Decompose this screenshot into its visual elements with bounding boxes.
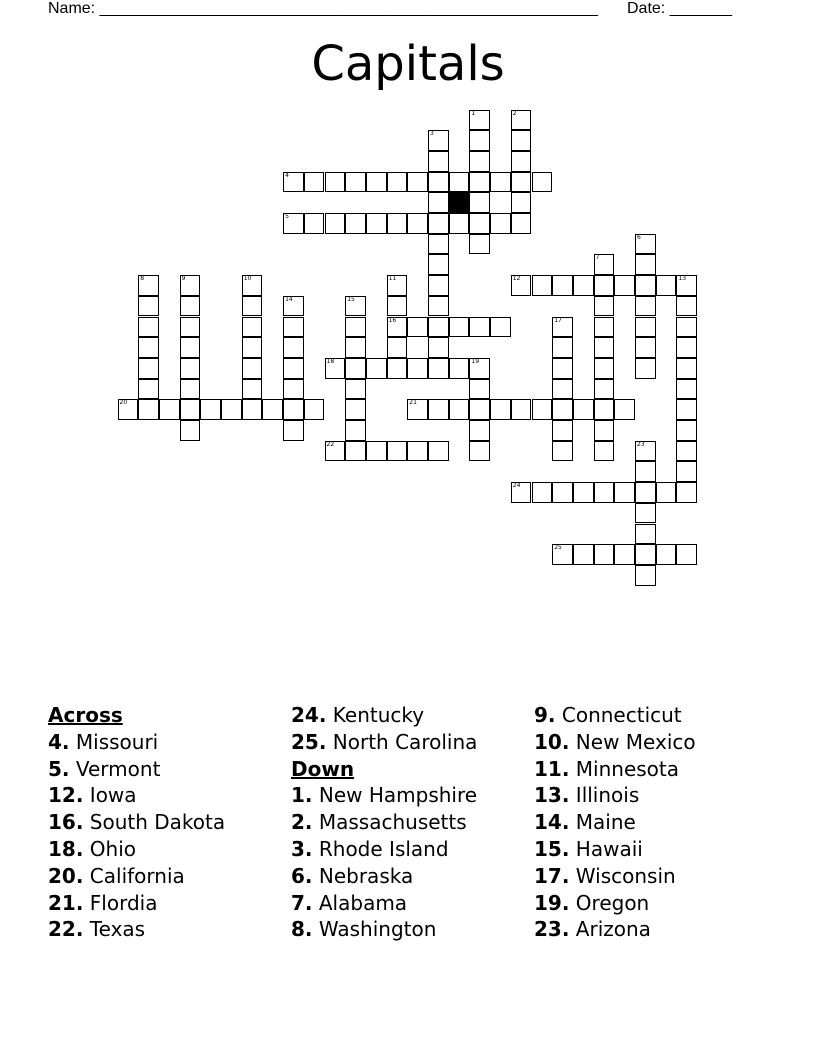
grid-cell[interactable] [159,399,180,420]
grid-cell[interactable] [345,441,366,462]
grid-cell[interactable] [387,337,408,358]
grid-cell[interactable] [635,254,656,275]
clue-text: Vermont [75,756,161,781]
grid-cell[interactable] [594,275,615,296]
grid-cell[interactable] [552,337,573,358]
grid-cell[interactable] [180,275,201,296]
clue-item [48,916,225,943]
clue-item [48,756,225,783]
clue-number-label: 25 [554,544,562,552]
grid-cell[interactable] [387,275,408,296]
grid-cell[interactable] [552,358,573,379]
clue-number-label: 24 [512,482,521,490]
grid-cell[interactable] [428,254,449,275]
clue-text: Hawaii [575,836,643,861]
clue-number-label: 15 [347,295,355,303]
clue-number: 21. [48,890,84,915]
clue-text: New Mexico [575,729,696,754]
grid-cell[interactable] [594,254,615,275]
clue-number: 16. [48,810,84,835]
grid-cell[interactable] [387,213,408,234]
grid-cell[interactable] [511,192,532,213]
grid-cell[interactable] [345,358,366,379]
grid-cell[interactable] [511,172,532,193]
grid-cell[interactable] [552,482,573,503]
clue-text: Missouri [75,729,159,754]
grid-cell[interactable] [676,317,697,338]
clue-number-label: 9 [181,275,186,283]
clue-item [291,890,477,917]
grid-cell[interactable] [242,399,263,420]
clue-number-label: 19 [471,357,480,365]
clue-text: New Hampshire [318,783,478,808]
clue-number: 4. [48,729,70,754]
grid-cell[interactable] [428,275,449,296]
grid-cell[interactable] [407,172,428,193]
grid-cell[interactable] [573,482,594,503]
grid-cell[interactable] [345,379,366,400]
grid-cell[interactable] [656,482,677,503]
grid-cell[interactable] [511,399,532,420]
clue-number: 23. [534,917,570,942]
grid-cell[interactable] [469,192,490,213]
grid-cell[interactable] [594,420,615,441]
grid-cell[interactable] [635,317,656,338]
clue-number-label: 5 [285,213,289,220]
grid-cell[interactable] [614,399,635,420]
clue-number-label: 8 [140,275,145,283]
grid-cell[interactable] [635,337,656,358]
clue-number: 6. [291,863,313,888]
clue-number: 13. [534,783,570,808]
grid-cell[interactable] [469,317,490,338]
grid-cell[interactable] [594,441,615,462]
grid-cell[interactable] [138,358,159,379]
grid-cell[interactable] [511,213,532,234]
grid-cell[interactable] [676,358,697,379]
grid-cell[interactable] [552,420,573,441]
clue-heading: Across [48,703,123,727]
grid-cell[interactable] [180,317,201,338]
grid-cell[interactable] [304,172,325,193]
grid-cell[interactable] [656,275,677,296]
grid-cell[interactable] [656,544,677,565]
clue-item [48,890,225,917]
grid-cell[interactable] [180,379,201,400]
grid-cell[interactable] [676,379,697,400]
grid-cell[interactable] [532,399,553,420]
grid-cell[interactable] [511,151,532,172]
clue-number: 20. [48,863,84,888]
clue-number-label: 14 [285,295,293,303]
grid-cell[interactable] [180,420,201,441]
grid-cell[interactable] [573,544,594,565]
clue-item [291,863,477,890]
clue-number: 25. [291,729,327,754]
clue-text: Illinois [575,783,640,808]
clue-item [534,782,696,809]
clue-item [534,729,696,756]
clue-text: Alabama [318,890,408,915]
clue-item [291,836,477,863]
grid-cell[interactable] [366,441,387,462]
grid-cell[interactable] [138,399,159,420]
clue-number-label: 3 [430,130,434,138]
grid-cell[interactable] [428,151,449,172]
grid-cell[interactable] [676,275,697,296]
clue-text: Minnesota [575,756,680,781]
grid-cell[interactable] [676,482,697,503]
grid-cell[interactable] [407,213,428,234]
grid-cell[interactable] [407,317,428,338]
grid-cell[interactable] [614,482,635,503]
grid-cell[interactable] [635,565,656,586]
grid-cell[interactable] [428,213,449,234]
clue-text: Iowa [89,783,137,808]
grid-cell[interactable] [138,296,159,317]
grid-cell[interactable] [573,399,594,420]
grid-cell[interactable] [490,172,511,193]
date-field: Date: _______ [627,0,732,17]
grid-cell[interactable] [552,544,573,565]
clue-number: 24. [291,703,327,727]
grid-cell[interactable] [180,358,201,379]
grid-cell[interactable] [635,275,656,296]
grid-cell[interactable] [283,296,304,317]
grid-cell[interactable] [428,172,449,193]
clue-number: 5. [48,756,70,781]
grid-cell[interactable] [242,317,263,338]
grid-cell[interactable] [242,358,263,379]
grid-cell[interactable] [449,172,470,193]
grid-cell[interactable] [304,399,325,420]
grid-cell[interactable] [552,379,573,400]
clue-number: 10. [534,729,570,754]
grid-cell[interactable] [635,461,656,482]
grid-cell[interactable] [511,482,532,503]
clue-item [534,890,696,917]
grid-cell[interactable] [614,275,635,296]
grid-cell[interactable] [180,337,201,358]
clue-heading: Down [291,756,355,781]
clue-item [534,863,696,890]
grid-cell[interactable] [283,399,304,420]
clue-number-label: 18 [326,357,335,365]
grid-cell[interactable] [345,337,366,358]
grid-cell[interactable] [283,420,304,441]
grid-cell[interactable] [428,441,449,462]
clue-number: 19. [534,890,570,915]
grid-cell[interactable] [552,275,573,296]
clue-item [291,702,477,729]
grid-cell[interactable] [511,275,532,296]
clue-column-3 [534,702,696,943]
grid-cell[interactable] [594,317,615,338]
grid-cell[interactable] [387,317,408,338]
clue-number: 12. [48,783,84,808]
clue-number: 15. [534,836,570,861]
grid-cell[interactable] [366,172,387,193]
grid-cell[interactable] [407,441,428,462]
clue-number: 18. [48,836,84,861]
grid-cell[interactable] [180,399,201,420]
grid-cell[interactable] [635,358,656,379]
grid-cell[interactable] [676,441,697,462]
grid-cell[interactable] [304,213,325,234]
page-title: Capitals [311,36,505,92]
grid-cell[interactable] [635,524,656,545]
grid-cell[interactable] [449,399,470,420]
clue-number-label: 2 [512,109,517,117]
clue-number: 17. [534,863,570,888]
clue-item [534,836,696,863]
grid-cell[interactable] [283,213,304,234]
grid-cell[interactable] [428,130,449,151]
grid-cell[interactable] [387,441,408,462]
grid-cell[interactable] [594,296,615,317]
clue-item [291,729,477,756]
grid-cell[interactable] [428,337,449,358]
grid-cell[interactable] [635,503,656,524]
clue-number-label: 7 [595,254,600,262]
grid-cell[interactable] [676,399,697,420]
clue-text: Arizona [575,917,651,942]
clue-item [534,702,696,729]
clue-item [48,836,225,863]
clue-number: 14. [534,810,570,835]
grid-cell[interactable] [532,482,553,503]
clue-text: North Carolina [332,729,478,754]
grid-cell[interactable] [469,110,490,131]
grid-cell[interactable] [449,213,470,234]
grid-cell[interactable] [469,399,490,420]
grid-cell[interactable] [635,441,656,462]
grid-cell[interactable] [325,172,346,193]
clue-item [534,756,696,783]
clue-text: Texas [89,917,146,942]
grid-cell[interactable] [262,399,283,420]
grid-cell[interactable] [594,337,615,358]
grid-cell[interactable] [428,358,449,379]
grid-cell[interactable] [490,399,511,420]
clue-number: 7. [291,890,313,915]
grid-cell[interactable] [594,399,615,420]
grid-cell[interactable] [325,441,346,462]
clue-number-label: 10 [243,275,252,283]
clue-number: 8. [291,917,313,942]
clue-item [48,863,225,890]
clue-number-label: 21 [409,399,417,407]
clue-text: Rhode Island [318,836,449,861]
grid-cell [449,192,470,213]
grid-cell[interactable] [594,544,615,565]
grid-cell[interactable] [490,317,511,338]
grid-cell[interactable] [490,213,511,234]
clue-item [48,809,225,836]
clue-number-label: 4 [285,171,289,179]
grid-cell[interactable] [635,544,656,565]
clue-number: 3. [291,836,313,861]
grid-cell[interactable] [469,151,490,172]
clue-text: Massachusetts [318,810,467,835]
grid-cell[interactable] [325,358,346,379]
grid-cell[interactable] [594,358,615,379]
grid-cell[interactable] [325,213,346,234]
grid-cell[interactable] [614,544,635,565]
clue-text: Wisconsin [575,863,676,888]
grid-cell[interactable] [345,420,366,441]
grid-cell[interactable] [449,317,470,338]
grid-cell[interactable] [511,130,532,151]
grid-cell[interactable] [283,172,304,193]
grid-cell[interactable] [180,296,201,317]
grid-cell[interactable] [469,420,490,441]
clue-item [48,729,225,756]
clue-number-label: 13 [678,275,687,283]
grid-cell[interactable] [366,213,387,234]
grid-cell[interactable] [387,296,408,317]
clue-item [291,916,477,943]
grid-cell[interactable] [676,420,697,441]
grid-cell[interactable] [138,337,159,358]
grid-cell[interactable] [283,337,304,358]
clue-item [534,809,696,836]
grid-cell[interactable] [532,275,553,296]
clue-item [291,782,477,809]
clue-number: 2. [291,810,313,835]
grid-cell[interactable] [469,379,490,400]
grid-cell[interactable] [138,379,159,400]
grid-cell[interactable] [428,317,449,338]
grid-cell[interactable] [469,172,490,193]
grid-cell[interactable] [469,213,490,234]
grid-cell[interactable] [118,399,139,420]
grid-cell[interactable] [594,379,615,400]
grid-cell[interactable] [552,399,573,420]
grid-cell[interactable] [345,213,366,234]
clue-number: 1. [291,783,313,808]
grid-cell[interactable] [345,172,366,193]
clue-text: Maine [575,810,636,835]
grid-cell[interactable] [635,482,656,503]
clue-text: Kentucky [332,703,425,727]
grid-cell[interactable] [345,399,366,420]
clue-text: Connecticut [561,703,682,727]
name-field: Name: ________________________________________________________ [48,0,598,17]
grid-cell[interactable] [428,234,449,255]
grid-cell[interactable] [242,275,263,296]
grid-cell[interactable] [428,399,449,420]
grid-cell[interactable] [594,482,615,503]
clue-text: Oregon [575,890,650,915]
grid-cell[interactable] [676,461,697,482]
clue-number-label: 22 [326,440,335,448]
clue-number: 22. [48,917,84,942]
grid-cell[interactable] [428,296,449,317]
clue-number-label: 6 [637,233,641,241]
clue-number-label: 11 [388,275,397,283]
clue-item [48,782,225,809]
grid-cell[interactable] [635,296,656,317]
grid-cell[interactable] [532,172,553,193]
grid-cell[interactable] [242,296,263,317]
clue-number-label: 23 [637,440,645,448]
clue-text: Nebraska [318,863,414,888]
clue-text: Flordia [89,890,158,915]
clue-number-label: 12 [512,275,521,283]
grid-cell[interactable] [676,296,697,317]
clue-column-2 [291,702,477,943]
grid-cell[interactable] [138,317,159,338]
grid-cell[interactable] [200,399,221,420]
grid-cell[interactable] [138,275,159,296]
grid-cell[interactable] [428,192,449,213]
grid-cell[interactable] [242,337,263,358]
grid-cell[interactable] [552,317,573,338]
grid-cell[interactable] [469,130,490,151]
grid-cell[interactable] [449,358,470,379]
clue-text: South Dakota [89,810,226,835]
clue-number: 11. [534,756,570,781]
grid-cell[interactable] [345,317,366,338]
grid-cell[interactable] [283,379,304,400]
clue-number-label: 17 [554,316,562,324]
grid-cell[interactable] [242,379,263,400]
grid-cell[interactable] [511,110,532,131]
grid-cell[interactable] [221,399,242,420]
grid-cell[interactable] [407,399,428,420]
grid-cell[interactable] [387,358,408,379]
clue-number-label: 1 [471,109,476,117]
clue-number: 9. [534,703,556,727]
grid-cell[interactable] [283,317,304,338]
clue-column-1 [48,702,225,943]
grid-cell[interactable] [469,441,490,462]
grid-cell[interactable] [552,441,573,462]
grid-cell[interactable] [469,234,490,255]
grid-cell[interactable] [366,358,387,379]
clue-text: California [89,863,185,888]
clue-text: Washington [318,917,437,942]
grid-cell[interactable] [676,544,697,565]
grid-cell[interactable] [387,172,408,193]
grid-cell[interactable] [345,296,366,317]
clue-text: Ohio [89,836,137,861]
grid-cell[interactable] [635,234,656,255]
grid-cell[interactable] [469,358,490,379]
clue-item [291,809,477,836]
clue-item [534,916,696,943]
grid-cell[interactable] [283,358,304,379]
clue-number-label: 20 [119,399,128,407]
grid-cell[interactable] [573,275,594,296]
grid-cell[interactable] [407,358,428,379]
clue-number-label: 16 [388,316,397,324]
grid-cell[interactable] [676,337,697,358]
